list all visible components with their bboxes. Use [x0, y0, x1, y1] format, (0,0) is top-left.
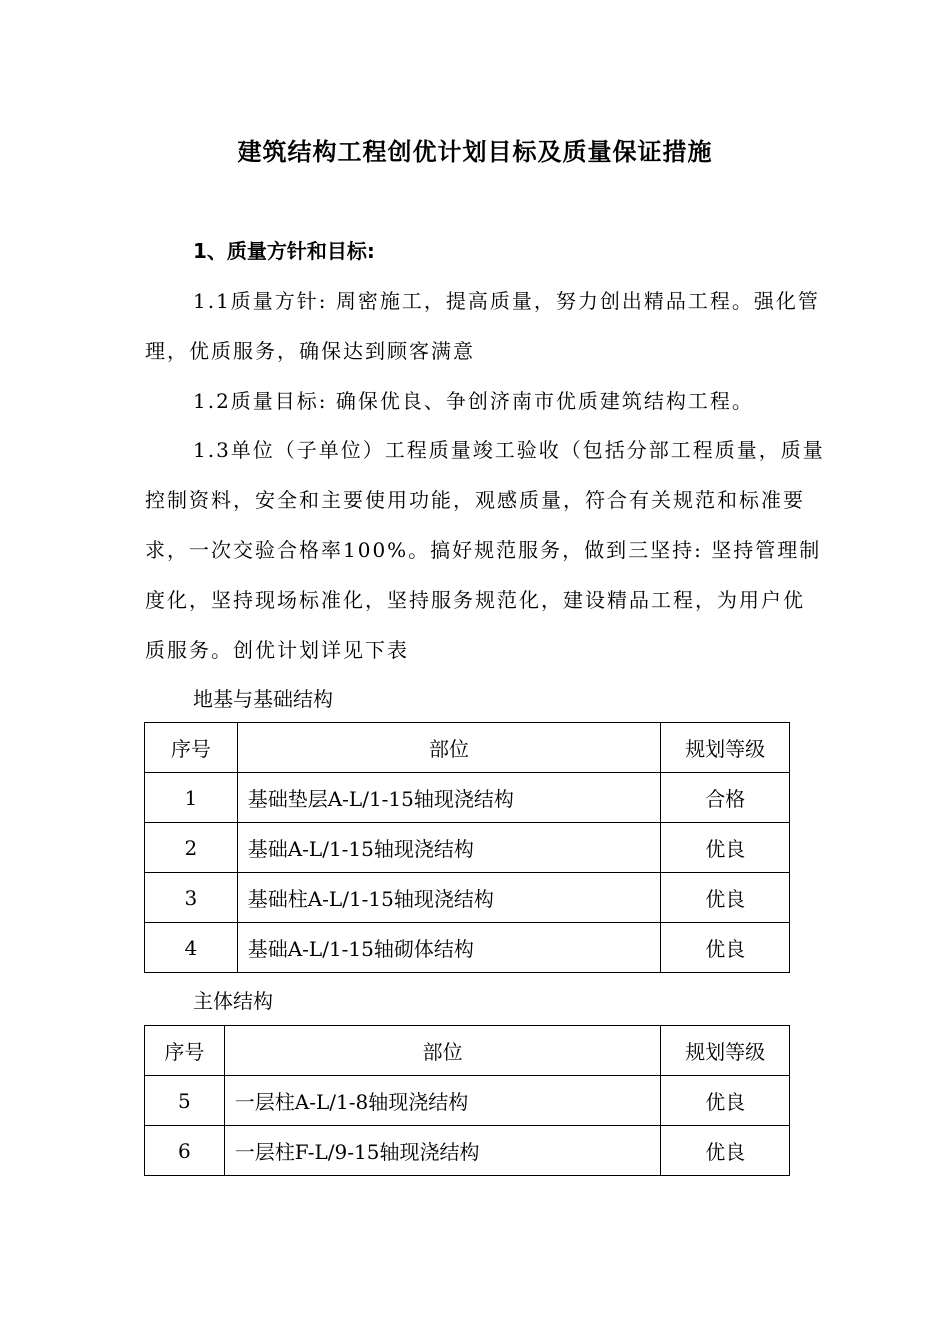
column-header-part: 部位 [224, 1026, 661, 1076]
table-row [145, 923, 790, 973]
table1-caption: 地基与基础结构 [193, 687, 333, 711]
row-grade: 优良 [661, 923, 790, 973]
row-part: 基础A-L/1-15轴砌体结构 [237, 923, 661, 973]
document-title: 建筑结构工程创优计划目标及质量保证措施 [237, 138, 713, 166]
table-row [145, 873, 790, 923]
acceptance-text: 1.3单位（子单位）工程质量竣工验收（包括分部工程质量，质量控制资料，安全和主要使用功能，观感质量，符合有关规范和标准要求，一次交验合格率100%。搞好规范服务，做到三坚持: 坚持管理制度化，坚持现场标准化，坚持服务规范化，建设精品工程，为用户优质服务。创优计划详见下表 [145, 438, 825, 662]
main-structure-table [144, 1025, 790, 1176]
row-part: 一层柱A-L/1-8轴现浇结构 [224, 1076, 661, 1126]
row-part: 基础A-L/1-15轴现浇结构 [237, 823, 661, 873]
table-row [145, 823, 790, 873]
foundation-table [144, 722, 790, 973]
section-heading: 1、质量方针和目标: [193, 239, 375, 263]
row-part: 基础垫层A-L/1-15轴现浇结构 [237, 773, 661, 823]
quality-policy-paragraph [145, 276, 825, 376]
column-header-index: 序号 [145, 1026, 225, 1076]
row-index: 2 [145, 823, 238, 873]
column-header-grade: 规划等级 [661, 1026, 790, 1076]
row-grade: 优良 [661, 1126, 790, 1176]
row-grade: 优良 [661, 823, 790, 873]
quality-target-text: 1.2质量目标: 确保优良、争创济南市优质建筑结构工程。 [193, 389, 754, 413]
row-index: 1 [145, 773, 238, 823]
acceptance-paragraph [145, 425, 825, 675]
row-grade: 优良 [661, 873, 790, 923]
table2-caption: 主体结构 [193, 989, 273, 1013]
quality-target-paragraph [145, 376, 825, 426]
row-part: 基础柱A-L/1-15轴现浇结构 [237, 873, 661, 923]
table-header-row [145, 723, 790, 773]
table-row [145, 1126, 790, 1176]
row-index: 5 [145, 1076, 225, 1126]
row-grade: 优良 [661, 1076, 790, 1126]
column-header-index: 序号 [145, 723, 238, 773]
row-index: 3 [145, 873, 238, 923]
column-header-grade: 规划等级 [661, 723, 790, 773]
row-index: 4 [145, 923, 238, 973]
table-row [145, 1076, 790, 1126]
quality-policy-text: 1.1质量方针: 周密施工，提高质量，努力创出精品工程。强化管理，优质服务，确保达到顾客满意 [145, 289, 820, 363]
table-header-row [145, 1026, 790, 1076]
column-header-part: 部位 [237, 723, 661, 773]
table-row [145, 773, 790, 823]
row-part: 一层柱F-L/9-15轴现浇结构 [224, 1126, 661, 1176]
row-grade: 合格 [661, 773, 790, 823]
row-index: 6 [145, 1126, 225, 1176]
